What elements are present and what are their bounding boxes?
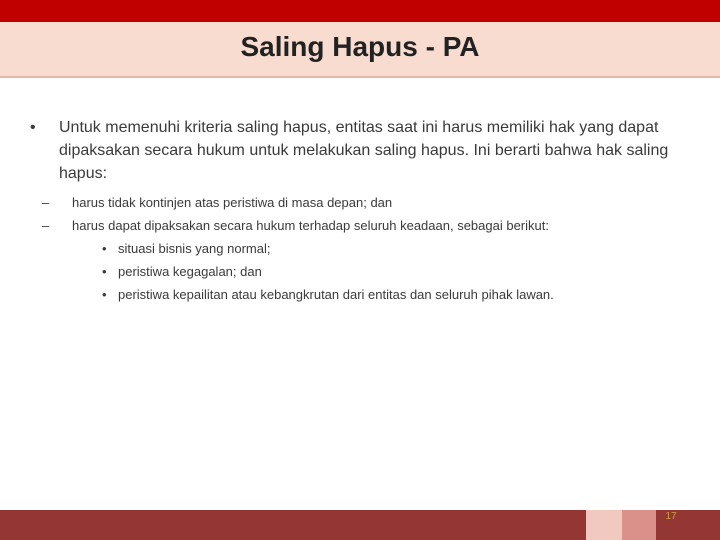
sub-sub-bullet <box>102 260 700 283</box>
sub-sub-bullet-text: situasi bisnis yang normal; <box>118 241 271 256</box>
sub-bullet-text: harus tidak kontinjen atas peristiwa di masa depan; dan <box>72 195 393 210</box>
sub-bullet-text: harus dapat dipaksakan secara hukum terhadap seluruh keadaan, sebagai berikut: <box>72 218 549 233</box>
sub-bullet <box>42 191 700 214</box>
bullet-marker: • <box>30 119 36 136</box>
bullet-marker: • <box>102 264 107 279</box>
bullet-marker: • <box>102 241 107 256</box>
main-bullet <box>30 116 700 185</box>
top-accent-bar <box>0 0 720 22</box>
sub-sub-bullet-text: peristiwa kepailitan atau kebangkrutan dari entitas dan seluruh pihak lawan. <box>118 287 554 302</box>
footer-mid-segment <box>622 510 656 540</box>
main-bullet-text: Untuk memenuhi kriteria saling hapus, entitas saat ini harus memiliki hak yang dapat dipaksakan secara hukum untuk melakukan saling hapus. Ini berarti bahwa hak saling hapus: <box>59 119 669 182</box>
slide-title: Saling Hapus - PA <box>240 31 480 62</box>
dash-marker: – <box>42 218 50 233</box>
slide-content <box>30 116 700 306</box>
footer-bar <box>0 510 720 540</box>
bullet-marker: • <box>102 287 107 302</box>
page-number: 17 <box>665 511 677 522</box>
sub-bullet-list <box>30 191 700 306</box>
sub-sub-bullet <box>102 283 700 306</box>
sub-sub-bullet <box>102 237 700 260</box>
footer-light-segment <box>586 510 622 540</box>
title-band <box>0 22 720 78</box>
sub-sub-bullet-text: peristiwa kegagalan; dan <box>118 264 262 279</box>
footer-main-segment <box>0 510 586 540</box>
sub-bullet <box>42 214 700 237</box>
dash-marker: – <box>42 195 50 210</box>
